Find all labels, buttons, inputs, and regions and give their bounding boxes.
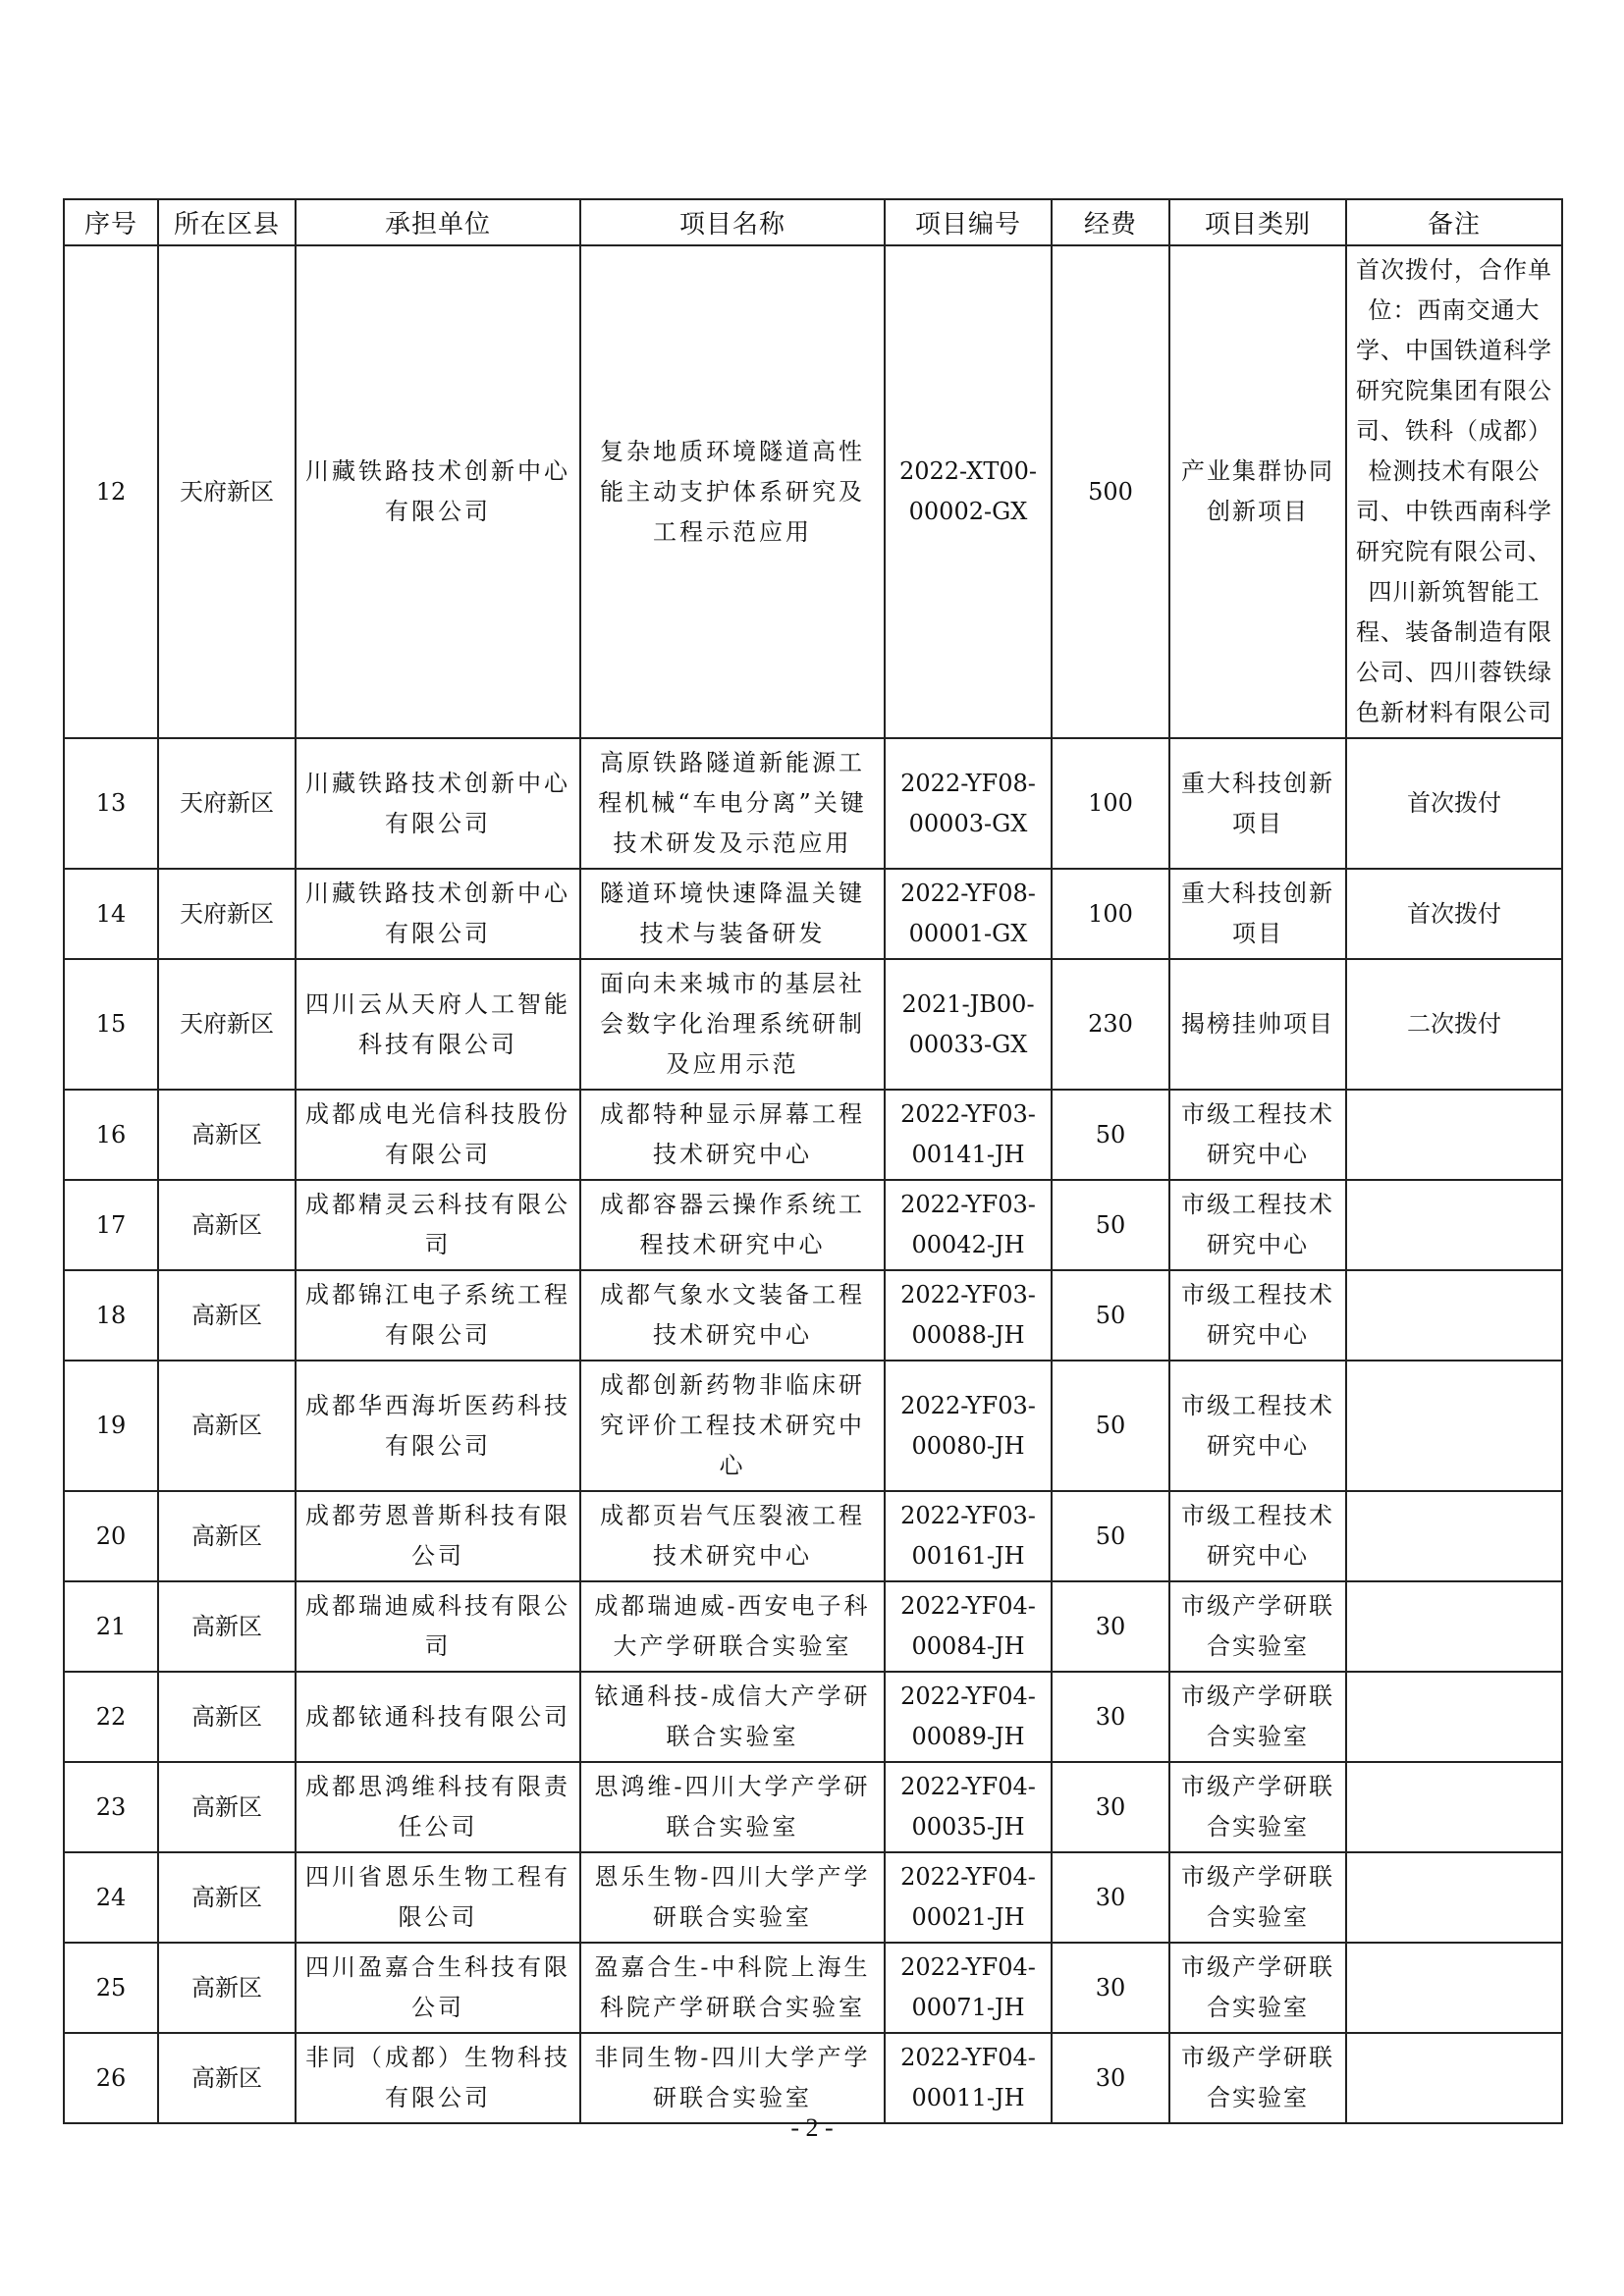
cell-unit: 成都思鸿维科技有限责任公司 bbox=[296, 1762, 580, 1852]
cell-district: 高新区 bbox=[158, 1361, 296, 1491]
cell-district: 高新区 bbox=[158, 1852, 296, 1943]
cell-project-code: 2022-YF04-00084-JH bbox=[885, 1581, 1052, 1672]
cell-project-code: 2022-YF04-00021-JH bbox=[885, 1852, 1052, 1943]
table-row bbox=[64, 959, 1562, 1090]
cell-district: 高新区 bbox=[158, 1581, 296, 1672]
cell-fund: 30 bbox=[1052, 1672, 1169, 1762]
cell-project-name: 恩乐生物-四川大学产学研联合实验室 bbox=[580, 1852, 885, 1943]
cell-note bbox=[1346, 1852, 1562, 1943]
table-row bbox=[64, 1581, 1562, 1672]
cell-district: 高新区 bbox=[158, 1270, 296, 1361]
cell-project-name: 非同生物-四川大学产学研联合实验室 bbox=[580, 2033, 885, 2123]
cell-seq: 18 bbox=[64, 1270, 158, 1361]
cell-seq: 16 bbox=[64, 1090, 158, 1180]
cell-seq: 20 bbox=[64, 1491, 158, 1581]
cell-note: 首次拨付 bbox=[1346, 738, 1562, 869]
cell-project-code: 2022-YF04-00089-JH bbox=[885, 1672, 1052, 1762]
cell-project-name: 铱通科技-成信大产学研联合实验室 bbox=[580, 1672, 885, 1762]
cell-fund: 100 bbox=[1052, 869, 1169, 959]
cell-project-name: 面向未来城市的基层社会数字化治理系统研制及应用示范 bbox=[580, 959, 885, 1090]
table-row bbox=[64, 1361, 1562, 1491]
cell-district: 高新区 bbox=[158, 1672, 296, 1762]
cell-project-code: 2022-YF03-00088-JH bbox=[885, 1270, 1052, 1361]
cell-unit: 成都华西海圻医药科技有限公司 bbox=[296, 1361, 580, 1491]
cell-project-name: 高原铁路隧道新能源工程机械“车电分离”关键技术研发及示范应用 bbox=[580, 738, 885, 869]
cell-unit: 成都铱通科技有限公司 bbox=[296, 1672, 580, 1762]
cell-category: 重大科技创新项目 bbox=[1169, 738, 1346, 869]
cell-project-code: 2022-YF03-00141-JH bbox=[885, 1090, 1052, 1180]
header-project-code: 项目编号 bbox=[885, 199, 1052, 245]
cell-project-name: 成都页岩气压裂液工程技术研究中心 bbox=[580, 1491, 885, 1581]
cell-seq: 22 bbox=[64, 1672, 158, 1762]
cell-unit: 成都锦江电子系统工程有限公司 bbox=[296, 1270, 580, 1361]
cell-unit: 成都精灵云科技有限公司 bbox=[296, 1180, 580, 1270]
cell-note bbox=[1346, 1943, 1562, 2033]
cell-fund: 30 bbox=[1052, 1943, 1169, 2033]
cell-fund: 500 bbox=[1052, 245, 1169, 738]
cell-project-code: 2022-YF04-00011-JH bbox=[885, 2033, 1052, 2123]
table-row bbox=[64, 1090, 1562, 1180]
cell-seq: 17 bbox=[64, 1180, 158, 1270]
page-number: - 2 - bbox=[790, 2113, 834, 2142]
cell-project-name: 思鸿维-四川大学产学研联合实验室 bbox=[580, 1762, 885, 1852]
cell-note bbox=[1346, 1581, 1562, 1672]
table-row bbox=[64, 1852, 1562, 1943]
cell-fund: 230 bbox=[1052, 959, 1169, 1090]
cell-fund: 50 bbox=[1052, 1180, 1169, 1270]
cell-fund: 50 bbox=[1052, 1270, 1169, 1361]
cell-district: 天府新区 bbox=[158, 959, 296, 1090]
cell-district: 高新区 bbox=[158, 1491, 296, 1581]
cell-project-name: 盈嘉合生-中科院上海生科院产学研联合实验室 bbox=[580, 1943, 885, 2033]
cell-category: 产业集群协同创新项目 bbox=[1169, 245, 1346, 738]
table-row bbox=[64, 1491, 1562, 1581]
cell-category: 市级工程技术研究中心 bbox=[1169, 1090, 1346, 1180]
cell-project-code: 2022-YF03-00080-JH bbox=[885, 1361, 1052, 1491]
header-category: 项目类别 bbox=[1169, 199, 1346, 245]
cell-district: 天府新区 bbox=[158, 738, 296, 869]
header-district: 所在区县 bbox=[158, 199, 296, 245]
cell-note bbox=[1346, 1672, 1562, 1762]
cell-category: 市级产学研联合实验室 bbox=[1169, 1581, 1346, 1672]
cell-seq: 21 bbox=[64, 1581, 158, 1672]
cell-fund: 30 bbox=[1052, 1762, 1169, 1852]
cell-fund: 30 bbox=[1052, 2033, 1169, 2123]
table-row bbox=[64, 1762, 1562, 1852]
cell-seq: 25 bbox=[64, 1943, 158, 2033]
cell-unit: 成都瑞迪威科技有限公司 bbox=[296, 1581, 580, 1672]
cell-note bbox=[1346, 1090, 1562, 1180]
cell-category: 重大科技创新项目 bbox=[1169, 869, 1346, 959]
table-row bbox=[64, 245, 1562, 738]
cell-note bbox=[1346, 1270, 1562, 1361]
cell-note: 二次拨付 bbox=[1346, 959, 1562, 1090]
cell-seq: 15 bbox=[64, 959, 158, 1090]
cell-fund: 50 bbox=[1052, 1491, 1169, 1581]
cell-project-name: 复杂地质环境隧道高性能主动支护体系研究及工程示范应用 bbox=[580, 245, 885, 738]
cell-note: 首次拨付，合作单位：西南交通大学、中国铁道科学研究院集团有限公司、铁科（成都）检测技术有限公司、中铁西南科学研究院有限公司、四川新筑智能工程、装备制造有限公司、四川蓉铁绿色新材料有限公司 bbox=[1346, 245, 1562, 738]
header-fund: 经费 bbox=[1052, 199, 1169, 245]
cell-category: 市级工程技术研究中心 bbox=[1169, 1180, 1346, 1270]
header-unit: 承担单位 bbox=[296, 199, 580, 245]
cell-unit: 成都成电光信科技股份有限公司 bbox=[296, 1090, 580, 1180]
cell-project-name: 隧道环境快速降温关键技术与装备研发 bbox=[580, 869, 885, 959]
cell-note bbox=[1346, 1491, 1562, 1581]
cell-district: 高新区 bbox=[158, 2033, 296, 2123]
cell-fund: 50 bbox=[1052, 1361, 1169, 1491]
cell-note bbox=[1346, 1361, 1562, 1491]
table-header bbox=[64, 199, 1562, 245]
header-seq: 序号 bbox=[64, 199, 158, 245]
table-row bbox=[64, 869, 1562, 959]
cell-category: 市级产学研联合实验室 bbox=[1169, 1943, 1346, 2033]
cell-note bbox=[1346, 2033, 1562, 2123]
cell-project-code: 2022-XT00-00002-GX bbox=[885, 245, 1052, 738]
cell-fund: 100 bbox=[1052, 738, 1169, 869]
cell-project-code: 2021-JB00-00033-GX bbox=[885, 959, 1052, 1090]
cell-category: 市级产学研联合实验室 bbox=[1169, 1672, 1346, 1762]
cell-district: 高新区 bbox=[158, 1090, 296, 1180]
cell-project-name: 成都特种显示屏幕工程技术研究中心 bbox=[580, 1090, 885, 1180]
cell-note bbox=[1346, 1762, 1562, 1852]
cell-project-name: 成都创新药物非临床研究评价工程技术研究中心 bbox=[580, 1361, 885, 1491]
cell-unit: 川藏铁路技术创新中心有限公司 bbox=[296, 245, 580, 738]
cell-category: 市级工程技术研究中心 bbox=[1169, 1270, 1346, 1361]
table-row bbox=[64, 1943, 1562, 2033]
cell-note: 首次拨付 bbox=[1346, 869, 1562, 959]
cell-fund: 30 bbox=[1052, 1852, 1169, 1943]
cell-category: 市级产学研联合实验室 bbox=[1169, 1762, 1346, 1852]
cell-seq: 26 bbox=[64, 2033, 158, 2123]
cell-category: 市级工程技术研究中心 bbox=[1169, 1491, 1346, 1581]
table-row bbox=[64, 2033, 1562, 2123]
table-row bbox=[64, 1270, 1562, 1361]
cell-district: 天府新区 bbox=[158, 245, 296, 738]
cell-seq: 14 bbox=[64, 869, 158, 959]
cell-category: 市级产学研联合实验室 bbox=[1169, 2033, 1346, 2123]
cell-project-code: 2022-YF03-00161-JH bbox=[885, 1491, 1052, 1581]
cell-district: 高新区 bbox=[158, 1943, 296, 2033]
cell-note bbox=[1346, 1180, 1562, 1270]
cell-project-code: 2022-YF08-00003-GX bbox=[885, 738, 1052, 869]
cell-project-code: 2022-YF03-00042-JH bbox=[885, 1180, 1052, 1270]
table-body bbox=[64, 245, 1562, 2123]
cell-unit: 四川云从天府人工智能科技有限公司 bbox=[296, 959, 580, 1090]
cell-seq: 13 bbox=[64, 738, 158, 869]
cell-district: 高新区 bbox=[158, 1180, 296, 1270]
cell-district: 高新区 bbox=[158, 1762, 296, 1852]
table-row bbox=[64, 1672, 1562, 1762]
cell-unit: 川藏铁路技术创新中心有限公司 bbox=[296, 869, 580, 959]
cell-project-code: 2022-YF08-00001-GX bbox=[885, 869, 1052, 959]
header-project-name: 项目名称 bbox=[580, 199, 885, 245]
project-table bbox=[63, 198, 1563, 2124]
cell-unit: 成都劳恩普斯科技有限公司 bbox=[296, 1491, 580, 1581]
cell-project-name: 成都容器云操作系统工程技术研究中心 bbox=[580, 1180, 885, 1270]
cell-seq: 24 bbox=[64, 1852, 158, 1943]
cell-project-code: 2022-YF04-00035-JH bbox=[885, 1762, 1052, 1852]
cell-unit: 四川盈嘉合生科技有限公司 bbox=[296, 1943, 580, 2033]
cell-category: 市级工程技术研究中心 bbox=[1169, 1361, 1346, 1491]
cell-fund: 30 bbox=[1052, 1581, 1169, 1672]
cell-seq: 19 bbox=[64, 1361, 158, 1491]
header-note: 备注 bbox=[1346, 199, 1562, 245]
cell-project-name: 成都气象水文装备工程技术研究中心 bbox=[580, 1270, 885, 1361]
cell-seq: 23 bbox=[64, 1762, 158, 1852]
cell-category: 揭榜挂帅项目 bbox=[1169, 959, 1346, 1090]
cell-project-code: 2022-YF04-00071-JH bbox=[885, 1943, 1052, 2033]
table-row bbox=[64, 738, 1562, 869]
cell-fund: 50 bbox=[1052, 1090, 1169, 1180]
cell-district: 天府新区 bbox=[158, 869, 296, 959]
cell-unit: 四川省恩乐生物工程有限公司 bbox=[296, 1852, 580, 1943]
cell-project-name: 成都瑞迪威-西安电子科大产学研联合实验室 bbox=[580, 1581, 885, 1672]
cell-category: 市级产学研联合实验室 bbox=[1169, 1852, 1346, 1943]
cell-unit: 川藏铁路技术创新中心有限公司 bbox=[296, 738, 580, 869]
header-row bbox=[64, 199, 1562, 245]
table-row bbox=[64, 1180, 1562, 1270]
cell-seq: 12 bbox=[64, 245, 158, 738]
cell-unit: 非同（成都）生物科技有限公司 bbox=[296, 2033, 580, 2123]
